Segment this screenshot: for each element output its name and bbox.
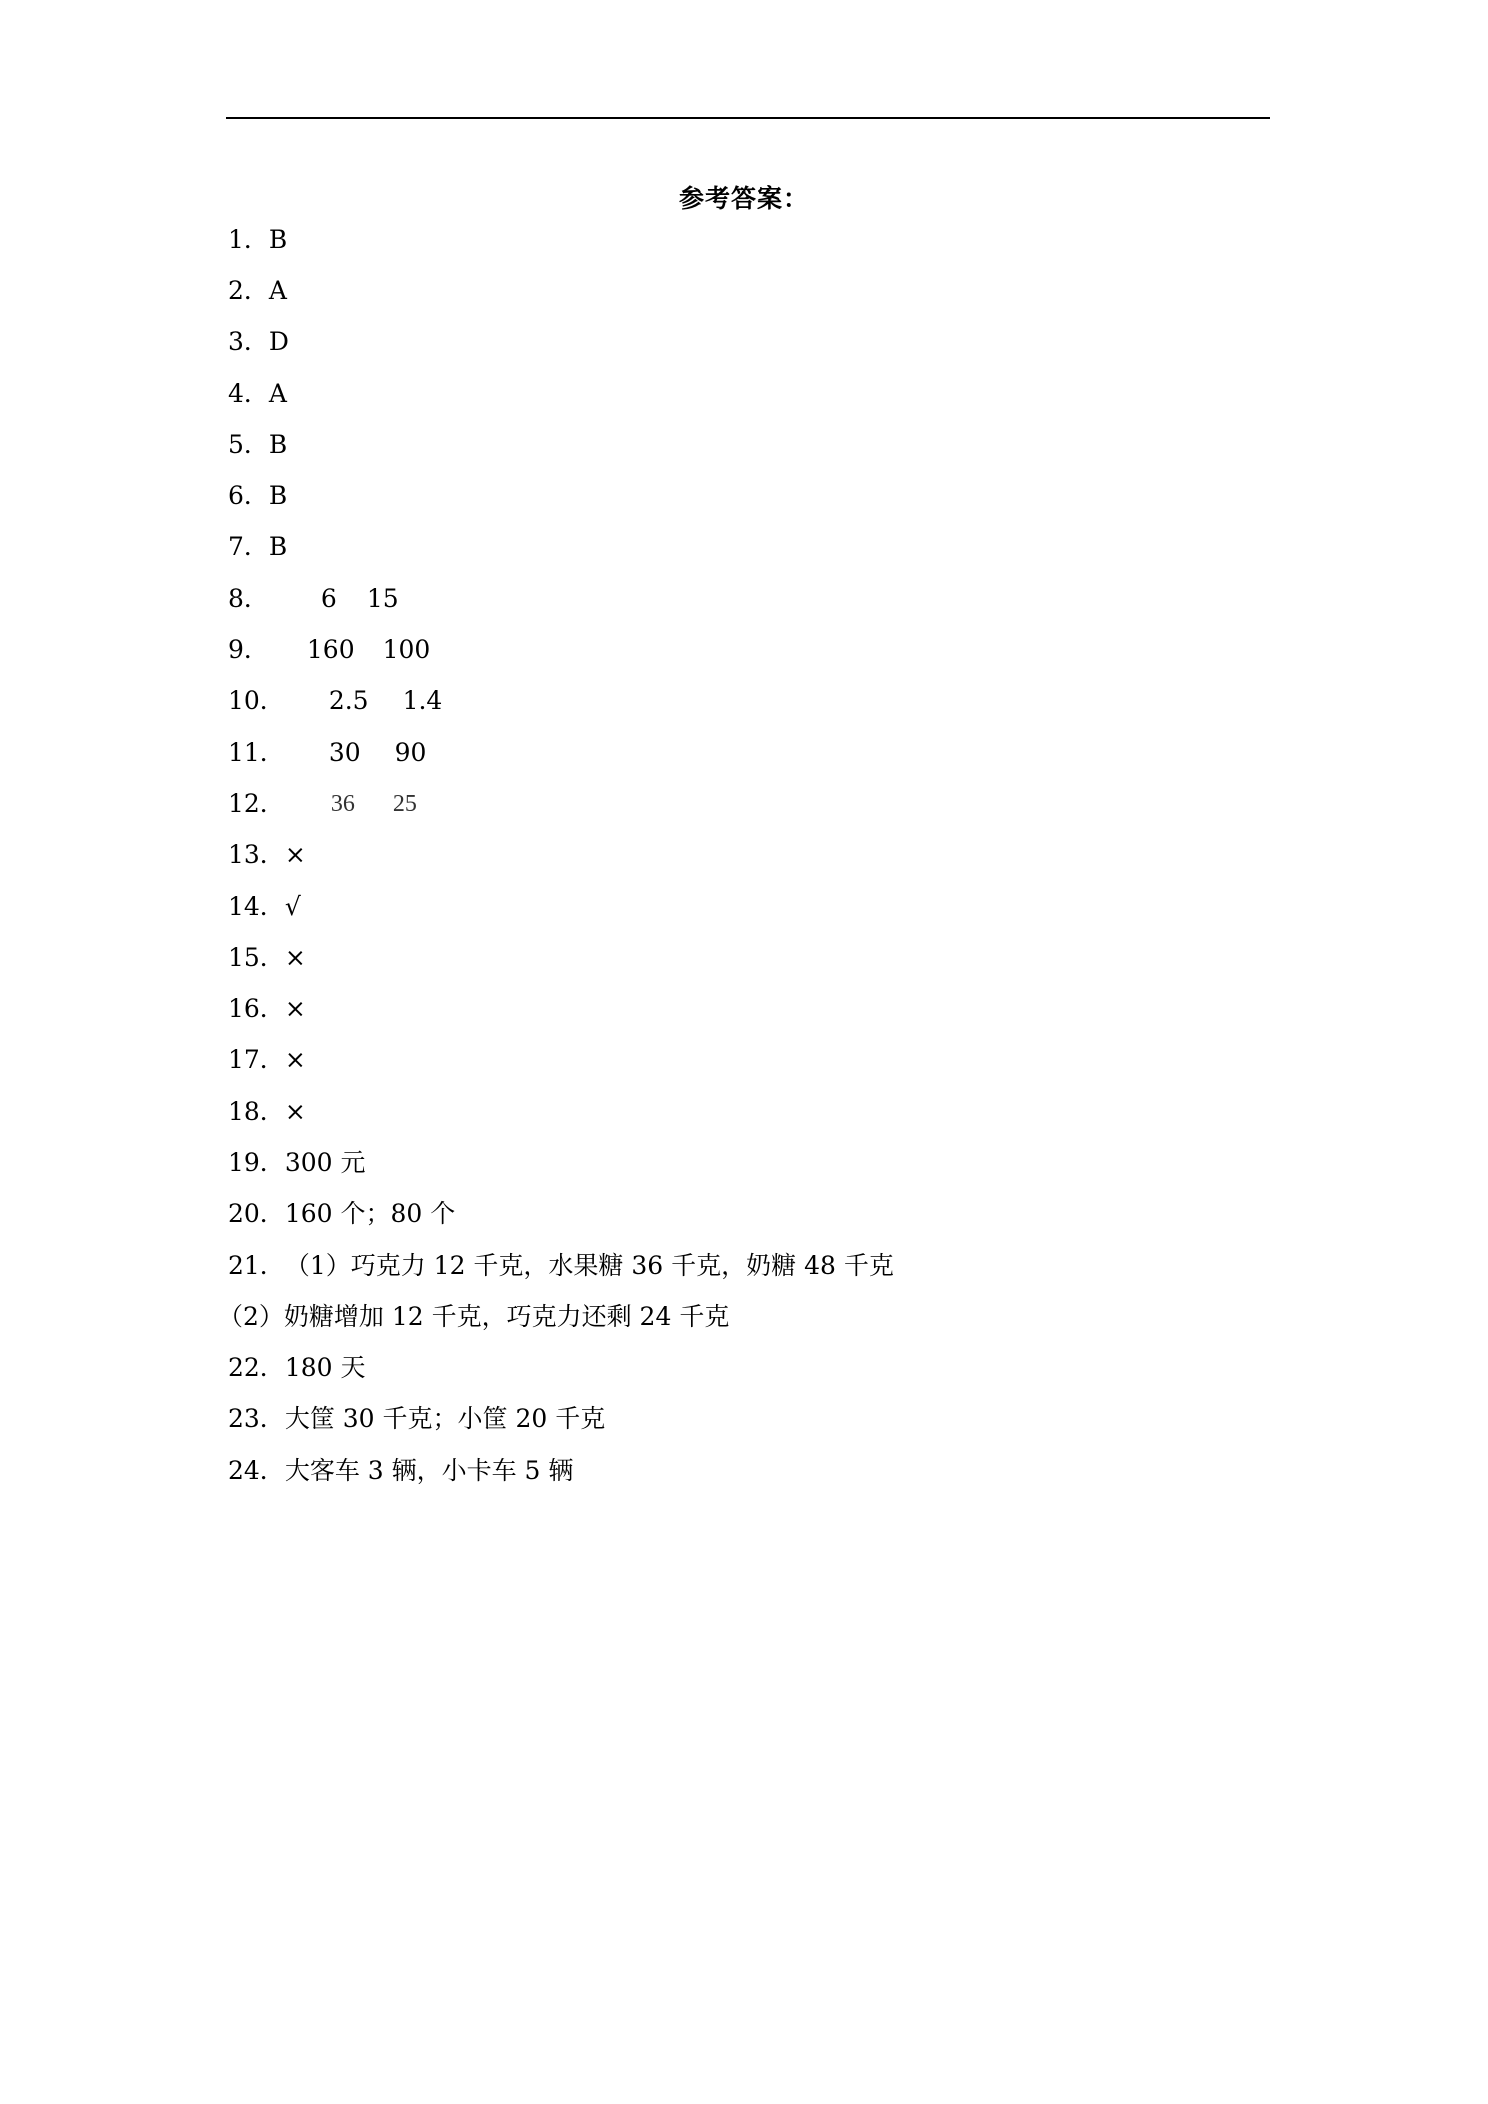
answer-item-19 [228,1137,1268,1188]
answer-number: 13． [228,840,285,870]
answer-number: 12． [228,788,285,818]
answer-number: 14． [228,891,285,921]
answer-blank: 100 [382,635,431,665]
answer-blank: 90 [394,737,427,767]
answer-text: √ [284,891,301,921]
answer-item-24 [228,1445,1268,1496]
answer-text: 大客车 3 辆，小卡车 5 辆 [284,1455,574,1485]
answer-item-15 [228,932,1268,983]
answer-text: B [268,429,288,459]
answer-item-6 [228,470,1268,521]
answer-blank: 30 [328,737,361,767]
answer-text: × [284,840,306,870]
answer-number: 21． [228,1250,285,1280]
answer-blank: 25 [392,790,417,817]
answer-item-12 [228,778,1268,829]
answer-item-21-part-2 [218,1291,1268,1342]
answer-text: 300 元 [284,1147,366,1177]
answer-blank: 1.4 [402,686,443,716]
answer-blank: 160 [306,635,355,665]
answer-number: 9． [228,635,269,665]
answer-blank: 2.5 [328,686,369,716]
answer-number: 20． [228,1199,285,1229]
answer-text: D [268,327,289,357]
answer-list [218,214,1268,1496]
page-title: 参考答案： [678,184,809,213]
header-rule [226,117,1270,119]
answer-number: 8． [228,583,269,613]
answer-blank: 15 [366,583,399,613]
answer-number: 5． [228,429,269,459]
answer-text: × [284,1096,306,1126]
answer-number: 2． [228,275,269,305]
answer-item-5 [228,419,1268,470]
answer-item-16 [228,983,1268,1034]
answer-text: B [268,481,288,511]
answer-number: 18． [228,1096,285,1126]
answer-text: 大筐 30 千克；小筐 20 千克 [284,1404,606,1434]
answer-number: 15． [228,942,285,972]
answer-number: 24． [228,1455,285,1485]
answer-item-3 [228,317,1268,368]
answer-item-17 [228,1035,1268,1086]
answer-number: 3． [228,327,269,357]
answer-text: A [268,275,287,305]
answer-text: B [268,532,288,562]
answer-number: 22． [228,1353,285,1383]
answer-number: 10． [228,686,285,716]
answer-text: （1）巧克力 12 千克，水果糖 36 千克，奶糖 48 千克 [284,1250,894,1280]
answer-text: 160 个；80 个 [284,1199,456,1229]
answer-item-1 [228,214,1268,265]
answer-item-10 [228,676,1268,727]
answer-item-20 [228,1189,1268,1240]
answer-text: （2）奶糖增加 12 千克，巧克力还剩 24 千克 [218,1301,730,1331]
answer-text: 180 天 [284,1353,366,1383]
answer-number: 7． [228,532,269,562]
answer-blank: 36 [330,790,355,817]
answer-item-14 [228,881,1268,932]
answer-number: 17． [228,1045,285,1075]
answer-item-7 [228,522,1268,573]
answer-item-4 [228,368,1268,419]
answer-blank: 6 [320,583,337,613]
answer-item-9 [228,624,1268,675]
answer-text: × [284,994,306,1024]
answer-item-8 [228,573,1268,624]
answer-number: 16． [228,994,285,1024]
answer-item-21 [228,1240,1268,1291]
answer-number: 19． [228,1147,285,1177]
answer-text: × [284,1045,306,1075]
answer-text: × [284,942,306,972]
answer-item-2 [228,265,1268,316]
answer-text: A [268,378,287,408]
answer-number: 6． [228,481,269,511]
answer-item-23 [228,1394,1268,1445]
answer-number: 1． [228,224,269,254]
answer-item-11 [228,727,1268,778]
answer-item-22 [228,1343,1268,1394]
answer-text: B [268,224,288,254]
answer-item-18 [228,1086,1268,1137]
answer-number: 4． [228,378,269,408]
answer-item-13 [228,830,1268,881]
answer-number: 23． [228,1404,285,1434]
answer-number: 11． [228,737,285,767]
